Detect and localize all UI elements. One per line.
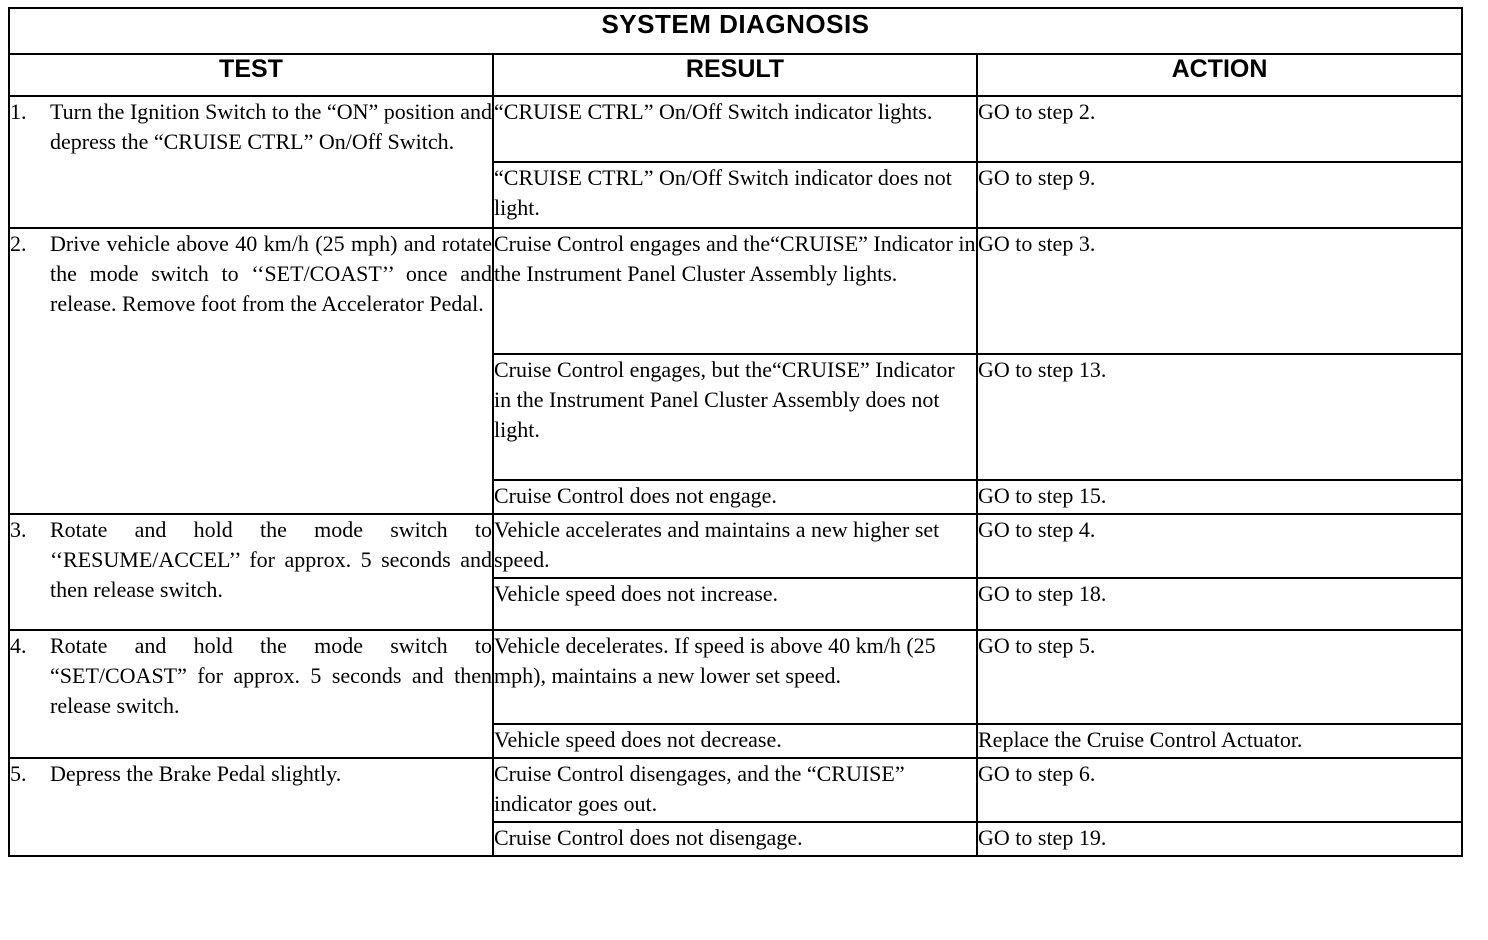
- test-description: Rotate and hold the mode switch to ‘‘RESUME/ACCEL’’ for approx. 5 seconds and then release switch.: [50, 517, 492, 602]
- test-cell: [9, 228, 493, 514]
- test-cell: [9, 96, 493, 228]
- step-number: 1.: [10, 99, 27, 124]
- step-number: 3.: [10, 517, 27, 542]
- action-cell: GO to step 9.: [977, 162, 1462, 228]
- action-cell: GO to step 3.: [977, 228, 1462, 354]
- header-action: ACTION: [977, 54, 1462, 96]
- diagnosis-sheet: [8, 7, 1461, 931]
- action-cell: GO to step 4.: [977, 514, 1462, 578]
- test-cell: [9, 758, 493, 856]
- test-description: Rotate and hold the mode switch to “SET/COAST” for approx. 5 seconds and then release switch.: [50, 633, 492, 718]
- test-cell: [9, 630, 493, 758]
- action-cell: GO to step 18.: [977, 578, 1462, 630]
- action-cell: GO to step 6.: [977, 758, 1462, 822]
- test-description: Depress the Brake Pedal slightly.: [50, 761, 342, 786]
- step-number: 2.: [10, 231, 27, 256]
- step-number: 4.: [10, 633, 27, 658]
- header-result: RESULT: [493, 54, 977, 96]
- action-cell: GO to step 2.: [977, 96, 1462, 162]
- result-cell: Vehicle speed does not increase.: [493, 578, 977, 630]
- test-description: Turn the Ignition Switch to the “ON” position and depress the “CRUISE CTRL” On/Off Switch.: [50, 99, 492, 154]
- table-row: [9, 514, 1462, 578]
- table-row: [9, 758, 1462, 822]
- result-cell: Cruise Control engages, but the“CRUISE” Indicator in the Instrument Panel Cluster Assembly does not light.: [493, 354, 977, 480]
- result-cell: “CRUISE CTRL” On/Off Switch indicator does not light.: [493, 162, 977, 228]
- action-cell: GO to step 19.: [977, 822, 1462, 856]
- table-row: [9, 630, 1462, 724]
- header-test: TEST: [9, 54, 493, 96]
- action-cell: GO to step 5.: [977, 630, 1462, 724]
- action-cell: GO to step 13.: [977, 354, 1462, 480]
- test-description: Drive vehicle above 40 km/h (25 mph) and rotate the mode switch to ‘‘SET/COAST’’ once and release. Remove foot from the Accelerator Pedal.: [50, 231, 492, 316]
- action-cell: GO to step 15.: [977, 480, 1462, 514]
- step-number: 5.: [10, 761, 27, 786]
- table-row: [9, 228, 1462, 354]
- test-cell: [9, 514, 493, 630]
- table-row: [9, 96, 1462, 162]
- result-cell: Cruise Control disengages, and the “CRUISE” indicator goes out.: [493, 758, 977, 822]
- result-cell: Cruise Control engages and the“CRUISE” Indicator in the Instrument Panel Cluster Assembly lights.: [493, 228, 977, 354]
- result-cell: Vehicle accelerates and maintains a new higher set speed.: [493, 514, 977, 578]
- result-cell: Cruise Control does not engage.: [493, 480, 977, 514]
- result-cell: “CRUISE CTRL” On/Off Switch indicator lights.: [493, 96, 977, 162]
- action-cell: Replace the Cruise Control Actuator.: [977, 724, 1462, 758]
- result-cell: Cruise Control does not disengage.: [493, 822, 977, 856]
- table-title: SYSTEM DIAGNOSIS: [9, 8, 1462, 54]
- result-cell: Vehicle decelerates. If speed is above 40 km/h (25 mph), maintains a new lower set speed.: [493, 630, 977, 724]
- system-diagnosis-table: [8, 7, 1463, 857]
- result-cell: Vehicle speed does not decrease.: [493, 724, 977, 758]
